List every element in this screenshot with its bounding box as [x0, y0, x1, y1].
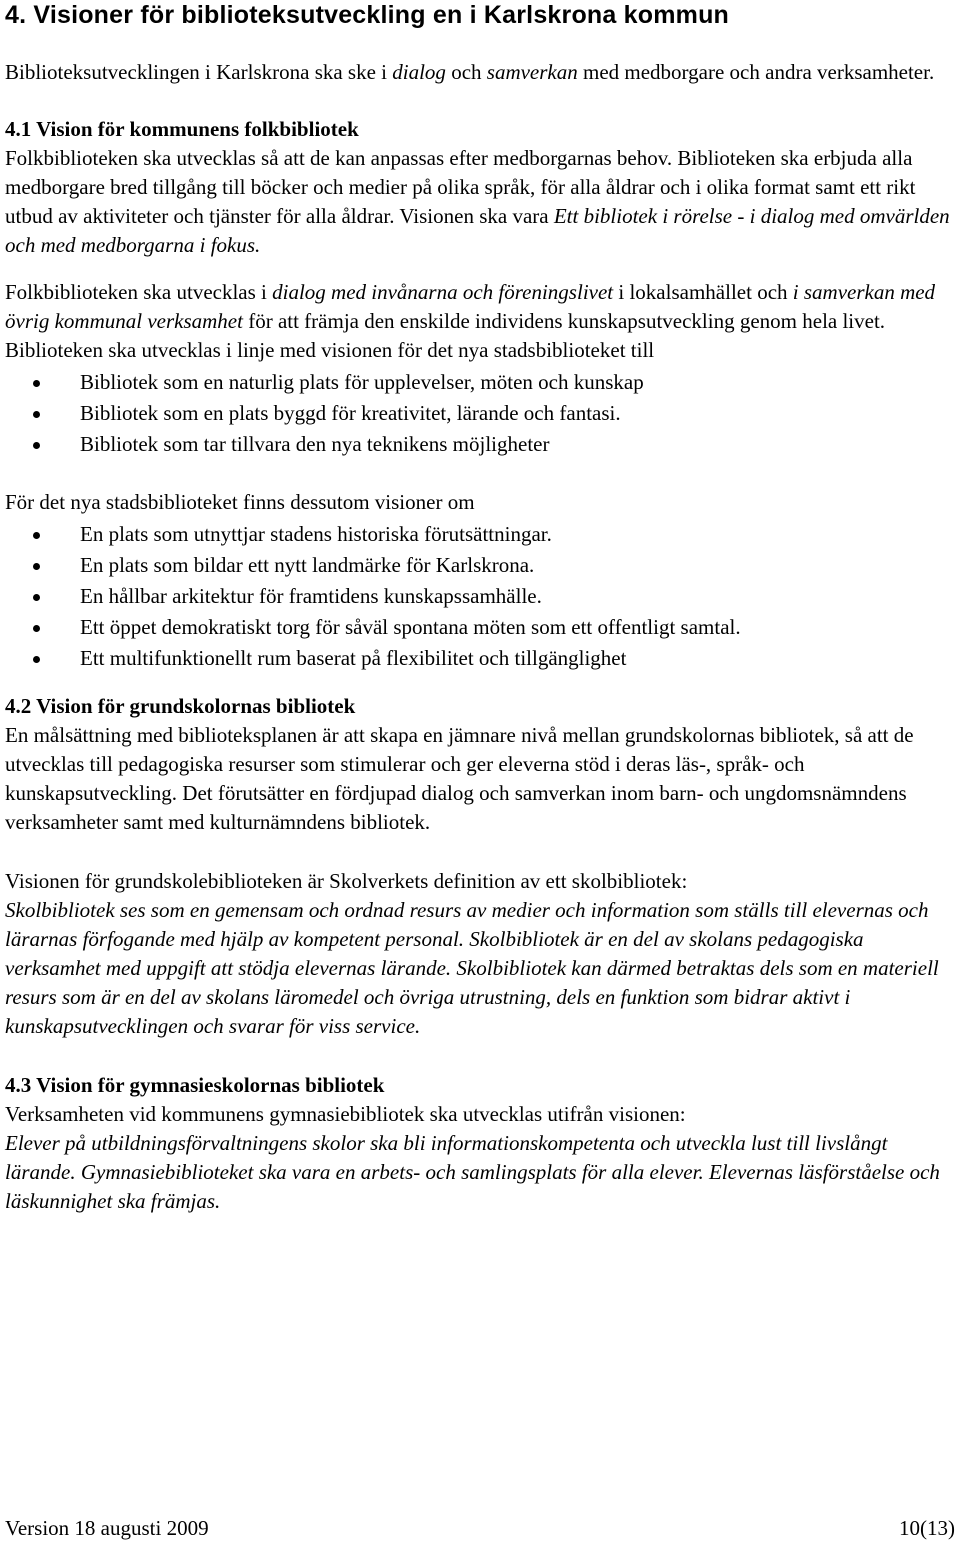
footer-page-number: 10(13): [899, 1516, 955, 1540]
s41-p2-a: Folkbiblioteken ska utvecklas i: [5, 280, 273, 304]
bullet-icon: [33, 594, 40, 601]
document-page: [5, 0, 955, 1216]
bullet-icon: [33, 380, 40, 387]
list-item: [5, 581, 955, 612]
section-4-2-definition: [5, 896, 955, 1041]
intro-text-b: dialog: [392, 60, 446, 84]
s41-p2-d: i samverkan med övrig kommunal verksamhet: [5, 280, 936, 333]
list-item-text: Ett multifunktionellt rum baserat på flexibilitet och tillgänglighet: [80, 646, 627, 670]
gymnasie-vision-text: Elever på utbildningsförvaltningens skolor ska bli informationskompetenta och utveckla lust till livslångt lärande. Gymnasiebiblioteket ska vara en arbets- och samlingsplats för alla elever. Elevernas läsförståelse och läskunnighet ska främjas.: [5, 1131, 940, 1213]
section-4-1-paragraph-3: För det nya stadsbiblioteket finns dessutom visioner om: [5, 490, 475, 514]
list-item-text: En plats som utnyttjar stadens historiska förutsättningar.: [80, 522, 552, 546]
intro-text-a: Biblioteksutvecklingen i Karlskrona ska ske i: [5, 60, 393, 84]
section-4-1-paragraph-2: [5, 278, 955, 365]
list-item-text: Bibliotek som en plats byggd för kreativitet, lärande och fantasi.: [80, 401, 621, 425]
list-item-text: En hållbar arkitektur för framtidens kunskapssamhälle.: [80, 584, 542, 608]
list-item: [5, 519, 955, 550]
section-4-2-paragraph-2: Visionen för grundskolebiblioteken är Skolverkets definition av ett skolbibliotek:: [5, 869, 688, 893]
section-4-1-paragraph-1: [5, 144, 955, 260]
section-4-3-vision: [5, 1129, 955, 1216]
bullet-icon: [33, 563, 40, 570]
section-4-2-title: 4.2 Vision för grundskolornas bibliotek: [5, 694, 356, 718]
list-item-text: En plats som bildar ett nytt landmärke för Karlskrona.: [80, 553, 535, 577]
list-item: [5, 398, 955, 429]
list-item-text: Bibliotek som en naturlig plats för upplevelser, möten och kunskap: [80, 370, 644, 394]
bullet-icon: [33, 532, 40, 539]
s41-p1-vision: Ett bibliotek i rörelse - i dialog med omvärlden och med medborgarna i fokus.: [5, 204, 950, 257]
list-item-text: Ett öppet demokratiskt torg för såväl spontana möten som ett offentligt samtal.: [80, 615, 741, 639]
bullet-icon: [33, 625, 40, 632]
list-item: [5, 550, 955, 581]
intro-paragraph: [5, 58, 955, 87]
section-4-2: [5, 692, 955, 1041]
s41-p2-b: dialog med invånarna och föreningslivet: [272, 280, 614, 304]
intro-text-d: samverkan: [486, 60, 578, 84]
s41-p2-c: i lokalsamhället och: [613, 280, 793, 304]
section-4-3-title: 4.3 Vision för gymnasieskolornas bibliotek: [5, 1073, 385, 1097]
intro-text-c: och: [445, 60, 487, 84]
bullet-icon: [33, 411, 40, 418]
s41-p2-e: för att främja den enskilde individens kunskapsutveckling genom hela livet. Biblioteken ska utvecklas i linje med visionen för det nya stadsbiblioteket till: [5, 309, 886, 362]
bullet-list-1: [5, 367, 955, 460]
section-4-3-paragraph-1: Verksamheten vid kommunens gymnasiebibliotek ska utvecklas utifrån visionen:: [5, 1102, 686, 1126]
list-item: [5, 643, 955, 674]
intro-text-e: med medborgare och andra verksamheter.: [577, 60, 935, 84]
list-item-text: Bibliotek som tar tillvara den nya teknikens möjligheter: [80, 432, 550, 456]
list-item: [5, 367, 955, 398]
section-4-3: [5, 1071, 955, 1216]
section-4-1: [5, 115, 955, 674]
page-heading: 4. Visioner för biblioteksutveckling en i Karlskrona kommun: [5, 1, 730, 29]
list-item: [5, 612, 955, 643]
bullet-icon: [33, 656, 40, 663]
section-4-1-title: 4.1 Vision för kommunens folkbibliotek: [5, 117, 359, 141]
page-footer: [5, 1516, 955, 1540]
bullet-list-2: [5, 519, 955, 674]
section-4-2-paragraph-1: En målsättning med biblioteksplanen är att skapa en jämnare nivå mellan grundskolornas bibliotek, så att de utvecklas till pedagogiska resurser som stimulerar och ger eleverna stöd i deras läs-, språk- och kunskapsutveckling. Det förutsätter en fördjupad dialog och samverkan inom barn- och ungdomsnämndens verksamheter samt med kulturnämndens bibliotek.: [5, 723, 914, 834]
s41-p1-text: Folkbiblioteken ska utvecklas så att de kan anpassas efter medborgarnas behov. Biblioteken ska erbjuda alla medborgare bred tillgång till böcker och medier på olika språk, för alla åldrar och i olika format samt ett rikt utbud av aktiviteter och tjänster för alla åldrar. Visionen ska vara: [5, 146, 916, 228]
bullet-icon: [33, 442, 40, 449]
footer-version: Version 18 augusti 2009: [5, 1516, 209, 1540]
skolbibliotek-definition: Skolbibliotek ses som en gemensam och ordnad resurs av medier och information som ställs till elevernas och lärarnas förfogande med hjälp av kompetent personal. Skolbibliotek är en del av skolans pedagogiska verksamhet med uppgift att stödja elevernas lärande. Skolbibliotek kan därmed betraktas dels som en materiell resurs som är en del av skolans läromedel och övriga utrustning, dels en funktion som bidrar aktivt i kunskapsutvecklingen och svarar för viss service.: [5, 898, 939, 1038]
list-item: [5, 429, 955, 460]
